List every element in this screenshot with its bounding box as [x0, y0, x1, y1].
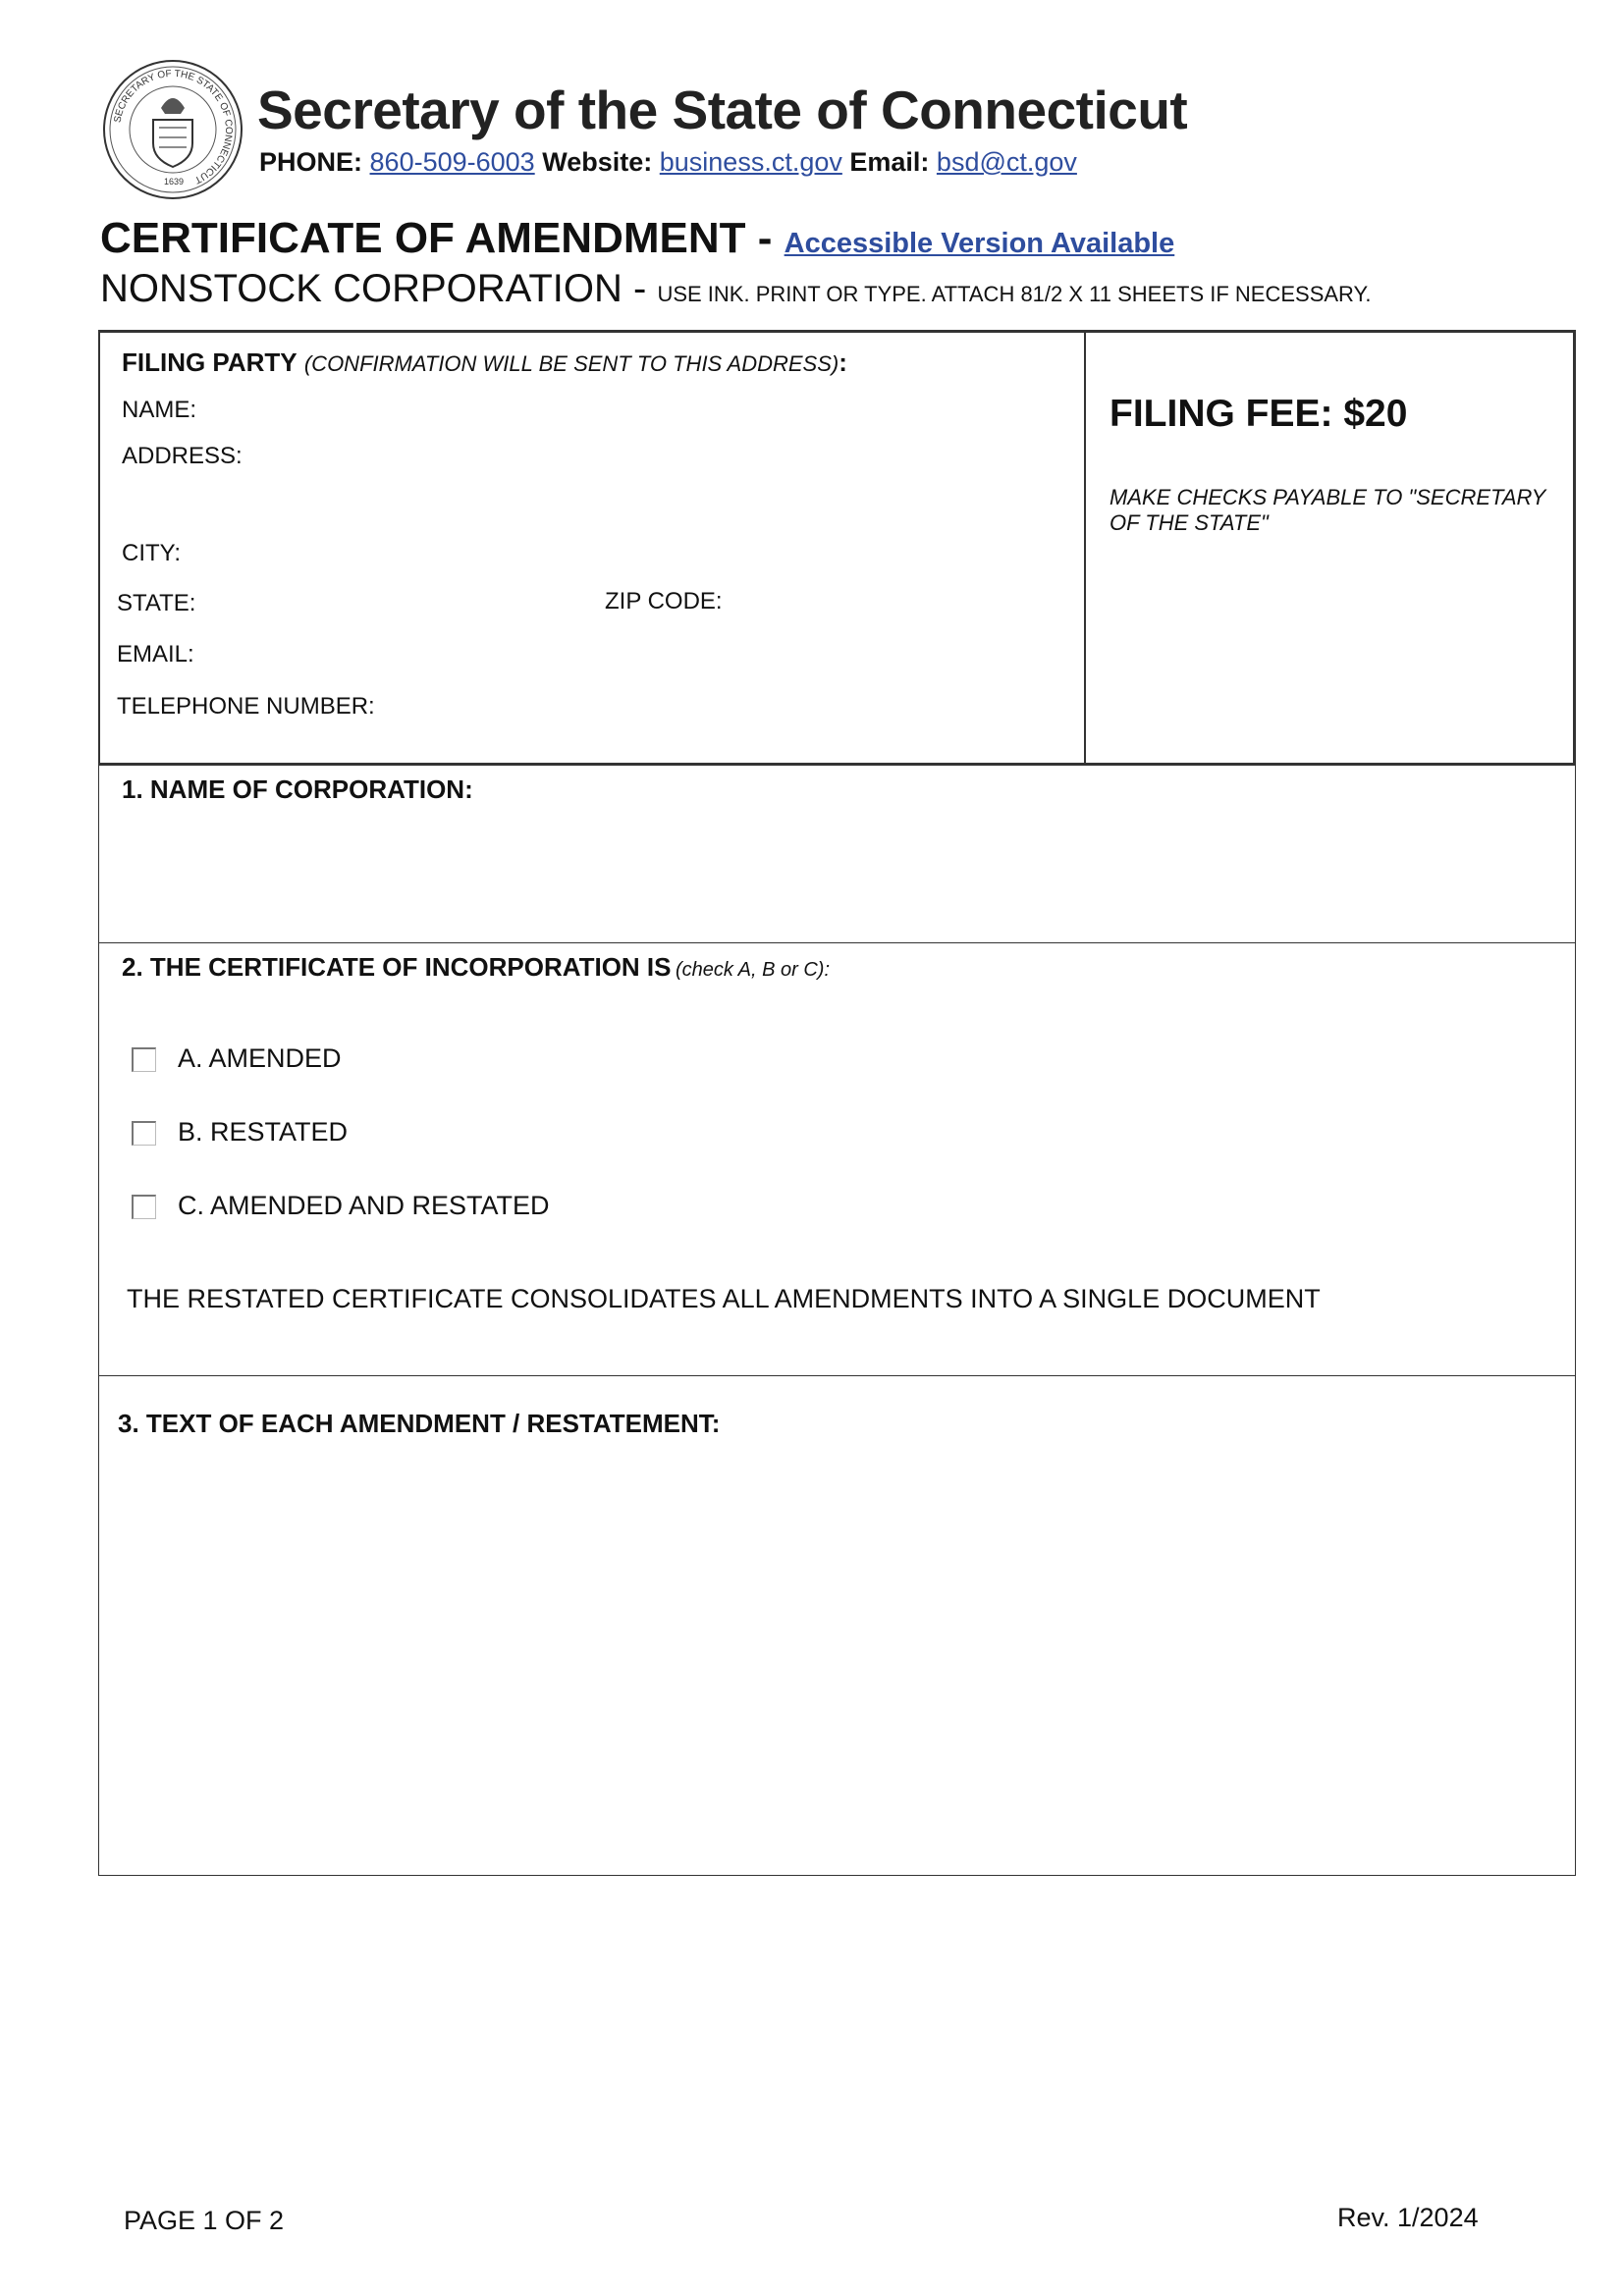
- amended-and-restated-label: C. AMENDED AND RESTATED: [178, 1191, 550, 1220]
- checks-payable-note: [1110, 485, 1545, 536]
- amendment-text-label: 3. TEXT OF EACH AMENDMENT / RESTATEMENT:: [118, 1409, 721, 1438]
- city-field-label[interactable]: CITY:: [122, 540, 182, 566]
- state-field-label[interactable]: STATE:: [117, 590, 196, 616]
- certificate-type-label: 2. THE CERTIFICATE OF INCORPORATION IS: [122, 952, 672, 982]
- form-title-line: [100, 214, 1174, 263]
- form-title: CERTIFICATE OF AMENDMENT: [100, 214, 746, 262]
- checks-line-1: MAKE CHECKS PAYABLE TO "SECRETARY: [1110, 485, 1546, 509]
- address-field-label[interactable]: ADDRESS:: [122, 443, 243, 469]
- state-seal-logo: [102, 59, 244, 200]
- subtitle-separator: -: [622, 267, 658, 310]
- heading-colon: :: [839, 347, 847, 377]
- svg-text:1639: 1639: [164, 177, 185, 187]
- filing-fee: FILING FEE: $20: [1110, 393, 1408, 435]
- certificate-type-heading: [122, 952, 830, 983]
- instructions: USE INK. PRINT OR TYPE. ATTACH 81/2 X 11 SHEETS IF NECESSARY.: [657, 282, 1372, 306]
- amended-and-restated-checkbox[interactable]: [132, 1195, 156, 1219]
- svg-text:SECRETARY OF THE STATE OF CONN: SECRETARY OF THE STATE OF CONNECTICUT: [112, 68, 235, 186]
- email-label: Email:: [849, 147, 930, 177]
- revision: Rev. 1/2024: [1337, 2203, 1479, 2232]
- title-separator: -: [745, 214, 785, 262]
- phone-link[interactable]: 860-509-6003: [369, 147, 535, 177]
- contact-line: [259, 147, 1077, 178]
- restated-label: B. RESTATED: [178, 1117, 349, 1147]
- checks-line-2: OF THE STATE": [1110, 510, 1269, 535]
- corporation-name-label: 1. NAME OF CORPORATION:: [122, 774, 473, 804]
- restated-note: THE RESTATED CERTIFICATE CONSOLIDATES ALL AMENDMENTS INTO A SINGLE DOCUMENT: [127, 1284, 1321, 1313]
- form-subtitle-line: [100, 267, 1372, 311]
- accessible-version-link[interactable]: Accessible Version Available: [784, 228, 1175, 259]
- page-number: PAGE 1 OF 2: [124, 2206, 285, 2235]
- email-link[interactable]: bsd@ct.gov: [936, 147, 1077, 177]
- name-field-label[interactable]: NAME:: [122, 397, 197, 423]
- filing-party-label: FILING PARTY: [122, 347, 298, 377]
- form-subtitle: NONSTOCK CORPORATION: [100, 267, 623, 310]
- telephone-field-label[interactable]: TELEPHONE NUMBER:: [117, 693, 375, 720]
- amended-checkbox[interactable]: [132, 1047, 156, 1072]
- amended-label: A. AMENDED: [178, 1043, 342, 1073]
- email-field-label[interactable]: EMAIL:: [117, 641, 194, 667]
- filing-party-heading: [122, 347, 847, 378]
- agency-title: Secretary of the State of Connecticut: [257, 80, 1188, 140]
- website-link[interactable]: business.ct.gov: [659, 147, 842, 177]
- filing-party-note: (CONFIRMATION WILL BE SENT TO THIS ADDRESS): [303, 351, 839, 376]
- website-label: Website:: [542, 147, 653, 177]
- zip-field-label[interactable]: ZIP CODE:: [605, 588, 723, 614]
- restated-checkbox[interactable]: [132, 1121, 156, 1146]
- section-3-box[interactable]: [98, 1375, 1576, 1876]
- certificate-type-hint: (check A, B or C):: [675, 959, 831, 981]
- phone-label: PHONE:: [259, 147, 363, 177]
